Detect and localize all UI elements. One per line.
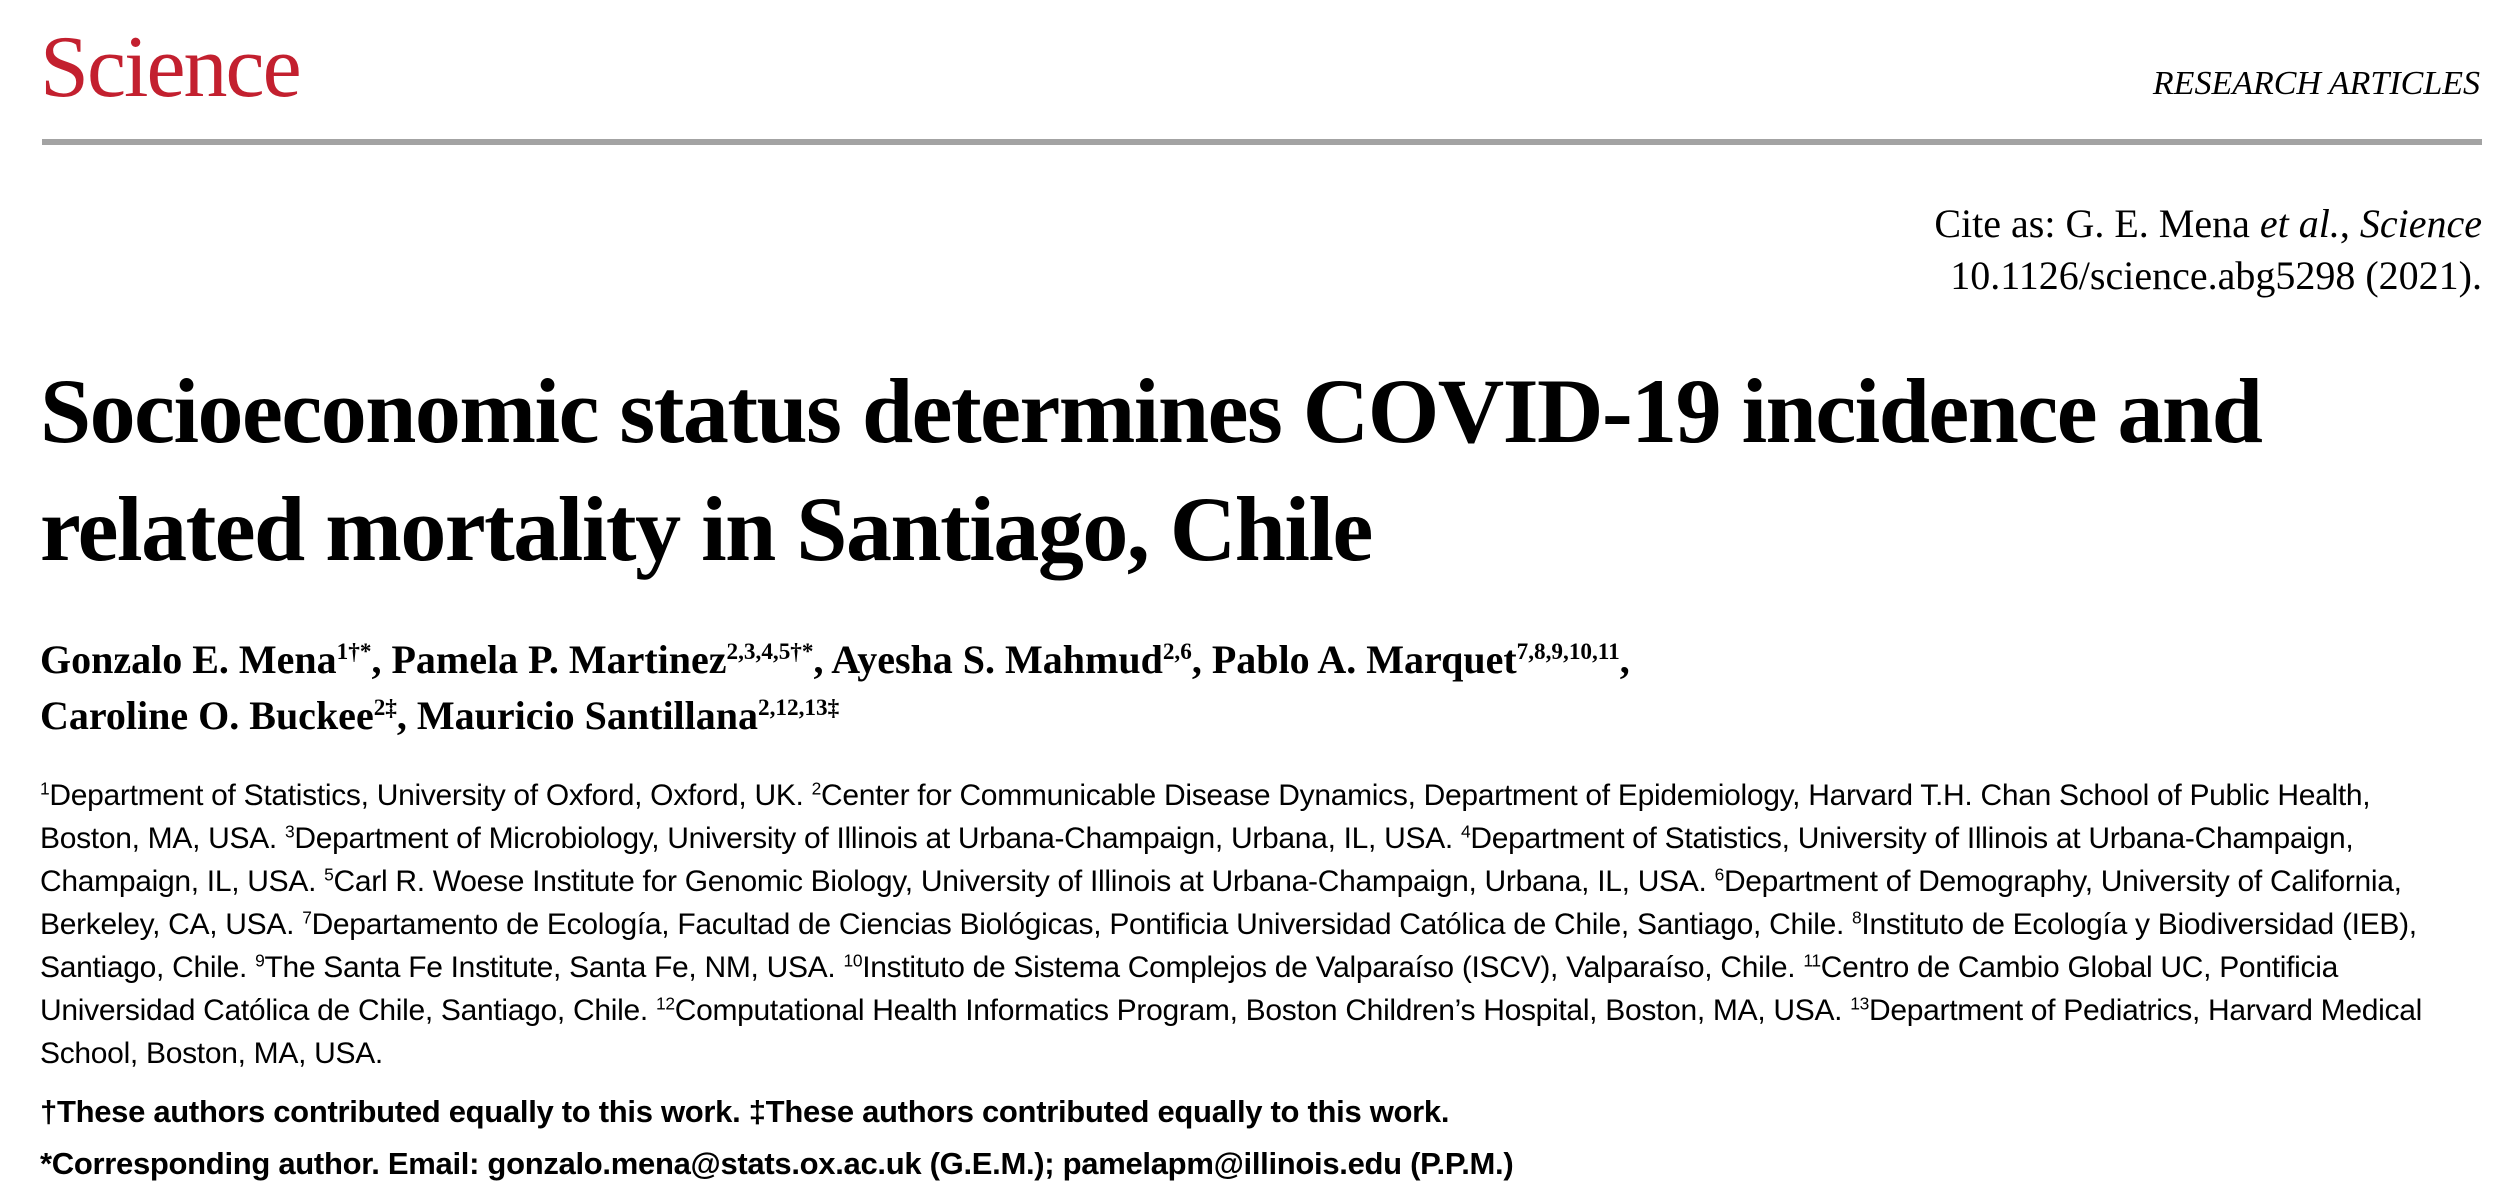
affiliation-text: Department of Statistics, University of Oxford, Oxford, UK. bbox=[49, 779, 804, 812]
author-name: Caroline O. Buckee bbox=[40, 693, 374, 738]
affiliations bbox=[40, 774, 2460, 1075]
affiliation-text: Carl R. Woese Institute for Genomic Biology, University of Illinois at Urbana-Champaign, Urbana, IL, USA. bbox=[333, 865, 1707, 898]
author-marks: 1†* bbox=[336, 639, 372, 666]
author bbox=[417, 693, 839, 738]
author-name: Ayesha S. Mahmud bbox=[831, 637, 1163, 682]
affiliation bbox=[285, 822, 1453, 855]
affiliation-text: Center for Communicable Disease Dynamics, Department of Epidemiology, Harvard T.H. Chan School of Public Health, Boston, MA, USA. bbox=[40, 779, 2371, 855]
affiliation-number: 9 bbox=[255, 950, 265, 971]
masthead bbox=[40, 18, 2480, 148]
author bbox=[40, 637, 371, 682]
citation-doi[interactable]: 10.1126/science.abg5298 (2021). bbox=[1950, 253, 2482, 298]
citation-journal: Science bbox=[2359, 201, 2482, 246]
affiliation-text: Department of Statistics, University of Illinois at Urbana-Champaign, Champaign, IL, USA. bbox=[40, 822, 2354, 898]
affiliation-text: Departamento de Ecología, Facultad de Ciencias Biológicas, Pontificia Universidad Católica de Chile, Santiago, Chile. bbox=[311, 908, 1844, 941]
citation bbox=[1934, 198, 2482, 302]
citation-sep: , bbox=[2339, 201, 2360, 246]
author-notes bbox=[40, 1086, 2460, 1190]
affiliation bbox=[302, 908, 1844, 941]
author-marks: 2‡ bbox=[373, 695, 397, 722]
affiliation-number: 1 bbox=[40, 778, 50, 799]
author-name: Pablo A. Marquet bbox=[1211, 637, 1517, 682]
affiliation-number: 4 bbox=[1461, 821, 1471, 842]
author bbox=[391, 637, 813, 682]
journal-logo[interactable]: Science bbox=[40, 19, 300, 116]
affiliation-text: Department of Demography, University of California, Berkeley, CA, USA. bbox=[40, 865, 2402, 941]
citation-etal: et al. bbox=[2259, 201, 2340, 246]
author-name: Mauricio Santillana bbox=[416, 693, 759, 738]
affiliation-number: 12 bbox=[655, 993, 675, 1014]
author-marks: 2,6 bbox=[1162, 639, 1192, 666]
affiliation-text: Instituto de Ecología y Biodiversidad (IEB), Santiago, Chile. bbox=[40, 908, 2417, 984]
affiliation-text: The Santa Fe Institute, Santa Fe, NM, USA. bbox=[264, 951, 836, 984]
affiliation-number: 11 bbox=[1803, 950, 1821, 971]
affiliation-number: 10 bbox=[843, 950, 863, 971]
author bbox=[1212, 637, 1620, 682]
affiliation-number: 6 bbox=[1714, 864, 1724, 885]
citation-prefix: Cite as: G. E. Mena bbox=[1934, 201, 2260, 246]
affiliation-number: 8 bbox=[1852, 907, 1862, 928]
affiliation bbox=[255, 951, 835, 984]
header-divider bbox=[42, 139, 2482, 145]
affiliation bbox=[40, 779, 804, 812]
author-name: Gonzalo E. Mena bbox=[40, 637, 337, 682]
affiliation-text: Department of Microbiology, University of Illinois at Urbana-Champaign, Urbana, IL, USA. bbox=[294, 822, 1453, 855]
affiliation-text: Computational Health Informatics Program, Boston Children’s Hospital, Boston, MA, USA. bbox=[674, 994, 1843, 1027]
affiliation bbox=[843, 951, 1795, 984]
author-list: Gonzalo E. Mena$^{1\dagger*}$, Pamela P. Martinez$^{2,3,4,5\dagger*}$, Ayesha S. Mahmud$^{2,6}$, Pablo A. Marquet$^{7,8,9,10,11}$, Caroline O. Buckee$^{2\ddagger}$, Mauricio Santillana$^{2,12,13\ddagger}$ bbox=[40, 637, 1630, 738]
author-marks: 2,12,13‡ bbox=[758, 695, 840, 722]
author-name: Pamela P. Martinez bbox=[391, 637, 727, 682]
author-marks: 7,8,9,10,11 bbox=[1516, 639, 1620, 666]
affiliation bbox=[324, 865, 1706, 898]
affiliation-number: 3 bbox=[285, 821, 295, 842]
affiliation-number: 7 bbox=[302, 907, 312, 928]
affiliation-text: Centro de Cambio Global UC, Pontificia Universidad Católica de Chile, Santiago, Chile. bbox=[40, 951, 2338, 1027]
affiliation-text: Department of Pediatrics, Harvard Medical School, Boston, MA, USA. bbox=[40, 994, 2422, 1070]
article-title: Socioeconomic status determines COVID-19 incidence and related mortality in Santiago, Chile bbox=[40, 360, 2262, 580]
equal-contribution-note: †These authors contributed equally to this work. ‡These authors contributed equally to this work. bbox=[40, 1094, 1450, 1129]
affiliation bbox=[656, 994, 1842, 1027]
corresponding-author-note[interactable]: *Corresponding author. Email: gonzalo.mena@stats.ox.ac.uk (G.E.M.); pamelapm@illinois.edu (P.P.M.) bbox=[40, 1146, 1514, 1181]
author bbox=[831, 637, 1192, 682]
affiliation-number: 5 bbox=[324, 864, 334, 885]
affiliation-text: Instituto de Sistema Complejos de Valparaíso (ISCV), Valparaíso, Chile. bbox=[862, 951, 1796, 984]
author bbox=[40, 693, 397, 738]
affiliation-number: 2 bbox=[811, 778, 822, 799]
section-label: RESEARCH ARTICLES bbox=[2152, 65, 2480, 102]
citation-line-1 bbox=[1934, 198, 2482, 250]
author-marks: 2,3,4,5†* bbox=[726, 639, 814, 666]
affiliation-number: 13 bbox=[1850, 993, 1870, 1014]
